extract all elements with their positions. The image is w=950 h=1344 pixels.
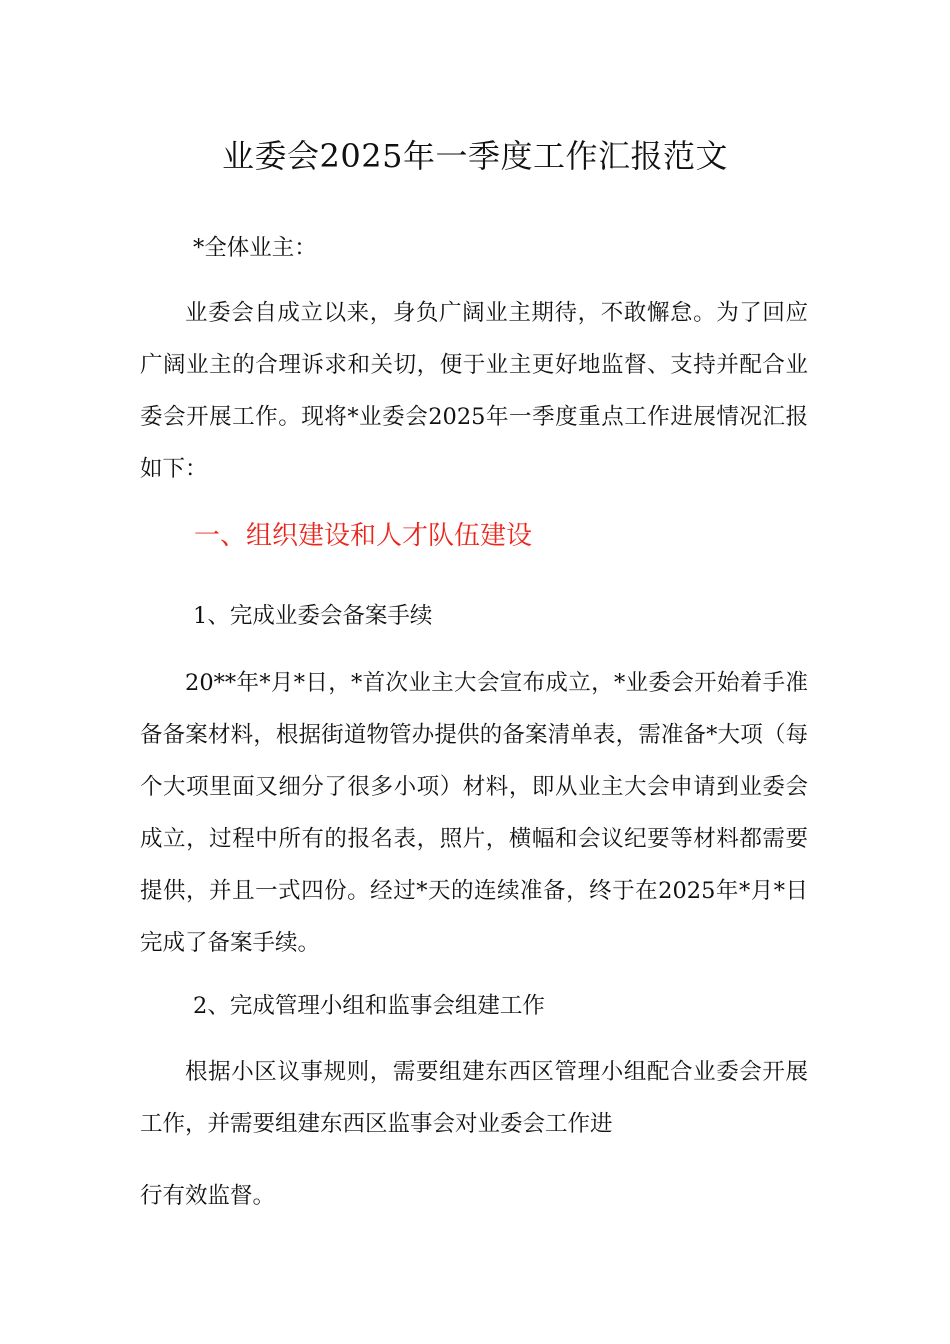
- section-heading-1: 一、组织建设和人才队伍建设: [194, 521, 533, 551]
- item-1-title: 1、完成业委会备案手续: [193, 603, 433, 629]
- item-1-paragraph: 20**年*月*日，*首次业主大会宣布成立，*业委会开始着手准备备案材料，根据街道物管办提供的备案清单表，需准备*大项（每个大项里面又细分了很多小项）材料，即从业主大会申请到业委会成立，过程中所有的报名表，照片，横幅和会议纪要等材料都需要提供，并且一式四份。经过*天的连续准备，终于在2025年*月*日完成了备案手续。: [140, 670, 808, 956]
- document-title: 业委会2025年一季度工作汇报范文: [222, 137, 728, 175]
- item-2-title: 2、完成管理小组和监事会组建工作: [193, 993, 545, 1019]
- intro-paragraph: 业委会自成立以来，身负广阔业主期待，不敢懈怠。为了回应广阔业主的合理诉求和关切，便于业主更好地监督、支持并配合业委会开展工作。现将*业委会2025年一季度重点工作进展情况汇报如下：: [140, 300, 808, 482]
- salutation: *全体业主：: [193, 235, 317, 261]
- item-2-continuation: 行有效监督。: [140, 1183, 276, 1209]
- item-2-paragraph: 根据小区议事规则，需要组建东西区管理小组配合业委会开展工作，并需要组建东西区监事会对业委会工作进: [140, 1059, 808, 1137]
